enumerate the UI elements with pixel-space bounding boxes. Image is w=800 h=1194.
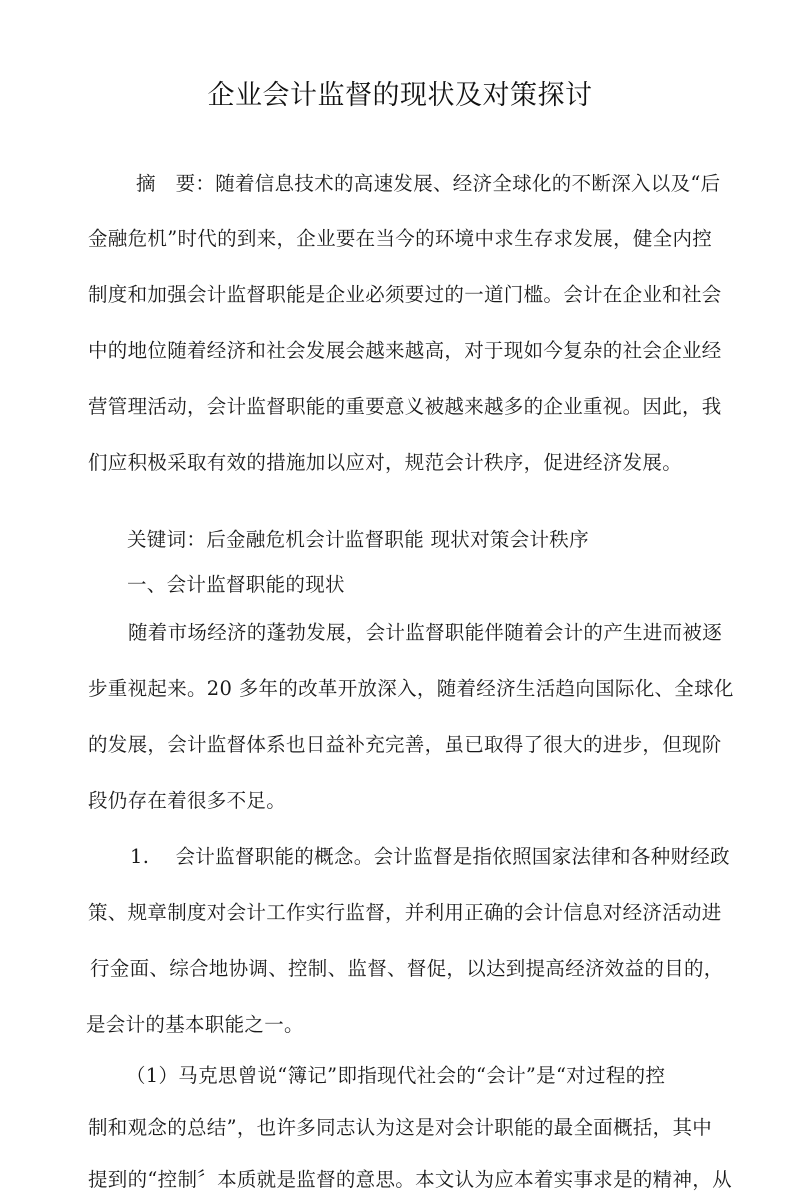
numbered-item-line: 是会计的基本职能之一。	[86, 1013, 304, 1036]
abstract-line-6: 们应积极采取有效的措施加以应对，规范会计秩序，促进经济发展。	[88, 451, 683, 474]
paragraph-line: 段仍存在着很多不足。	[88, 789, 287, 812]
paragraph-line: 的发展，会计监督体系也日益补充完善，虽已取得了很大的进步，但现阶	[88, 733, 722, 756]
abstract-line-1: 摘 要：随着信息技术的高速发展、经济全球化的不断深入以及“后	[136, 172, 721, 195]
abstract-line-4: 中的地位随着经济和社会发展会越来越高，对于现如今复杂的社会企业经	[88, 339, 722, 362]
paragraph-line: 步重视起来。20 多年的改革开放深入，随着经济生活趋向国际化、全球化	[88, 677, 734, 700]
numbered-item-line: 行金面、综合地协调、控制、监督、督促，以达到提高经济效益的目的，	[90, 957, 724, 980]
numbered-item-line: 策、规章制度对会计工作实行监督，并利用正确的会计信息对经济活动进	[88, 901, 722, 924]
section-heading: 一、会计监督职能的现状	[127, 573, 345, 596]
sub-item-line: （1）马克思曾说“簿记”即指现代社会的“会计”是“对过程的控	[126, 1064, 666, 1087]
numbered-item-line: 1. 会计监督职能的概念。会计监督是指依照国家法律和各种财经政	[130, 845, 730, 868]
keywords-line: 关键词：后金融危机会计监督职能 现状对策会计秩序	[127, 528, 589, 551]
abstract-line-2: 金融危机”时代的到来，企业要在当今的环境中求生存求发展，健全内控	[88, 227, 713, 250]
abstract-line-3: 制度和加强会计监督职能是企业必须要过的一道门槛。会计在企业和社会	[88, 283, 722, 306]
paragraph-line: 随着市场经济的蓬勃发展，会计监督职能伴随着会计的产生进而被逐	[128, 621, 723, 644]
sub-item-line: 提到的“控制〞本质就是监督的意思。本文认为应本着实事求是的精神，从	[88, 1168, 732, 1191]
document-title: 企业会计监督的现状及对策探讨	[207, 80, 593, 111]
abstract-line-5: 营管理活动，会计监督职能的重要意义被越来越多的企业重视。因此，我	[88, 395, 722, 418]
sub-item-line: 制和观念的总结”，也许多同志认为这是对会计职能的最全面概括，其中	[88, 1116, 713, 1139]
